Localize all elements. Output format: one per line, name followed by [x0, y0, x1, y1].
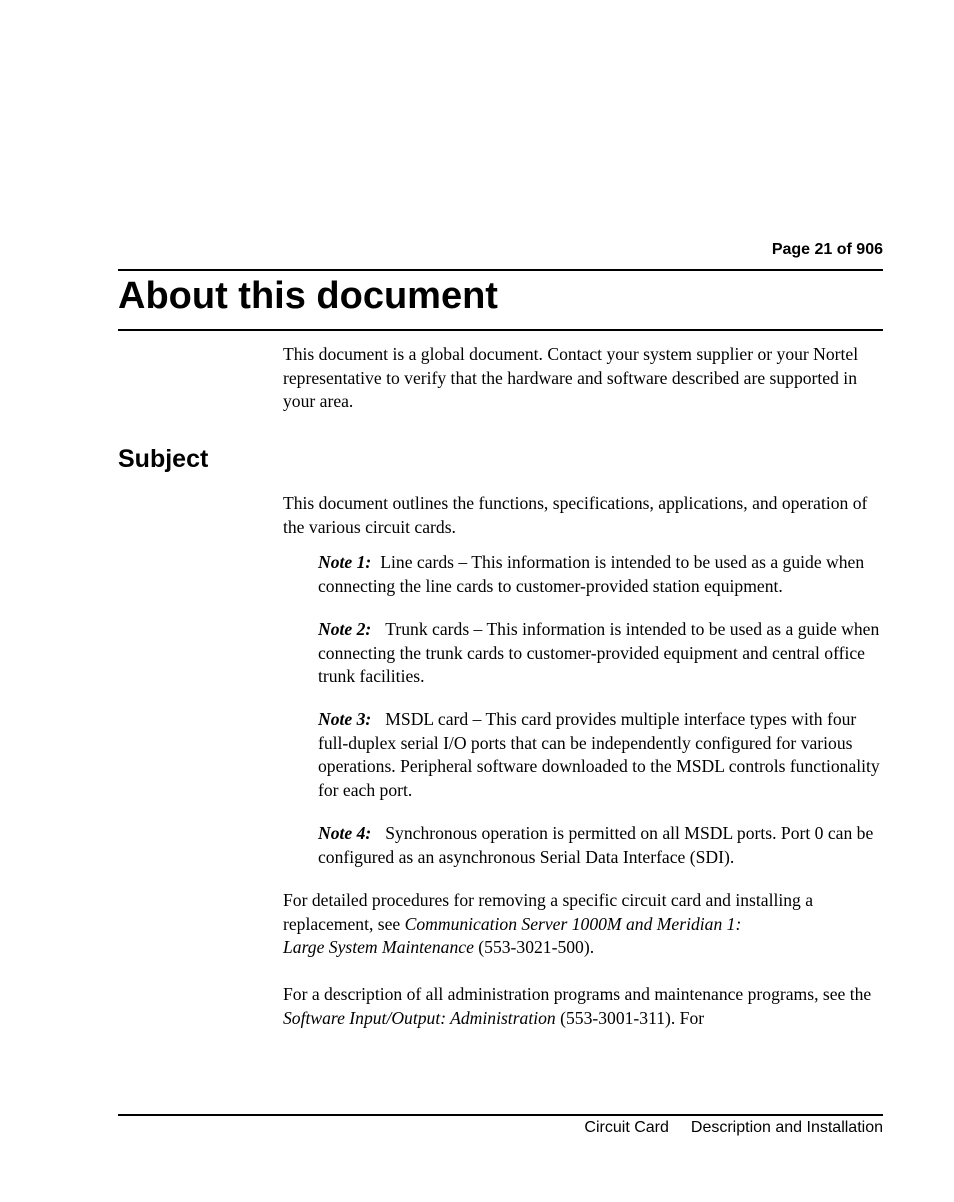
- page-number: Page 21 of 906: [771, 241, 883, 258]
- maintenance-reference-title-2: Large System Maintenance: [283, 937, 474, 958]
- procedures-paragraph: [283, 889, 883, 960]
- note-3-text: MSDL card – This card provides multiple interface types with four full-duplex serial I/O ports that can be independently configured for various operations. Peripheral software downloaded to the MSDL controls functionality for each port.: [318, 709, 880, 800]
- intro-paragraph: This document is a global document. Contact your system supplier or your Nortel representative to verify that the hardware and software described are supported in your area.: [283, 344, 859, 412]
- note-2-label: Note 2:: [318, 619, 372, 639]
- administration-text: For a description of all administration programs and maintenance programs, see the: [283, 984, 872, 1004]
- footer-right: Description and Installation: [690, 1119, 883, 1136]
- section-heading-subject: Subject: [118, 445, 209, 473]
- note-1-text: Line cards – This information is intended to be used as a guide when connecting the line cards to customer-provided station equipment.: [318, 552, 865, 596]
- footer-rule: [118, 1114, 883, 1116]
- maintenance-reference-title-1: Communication Server 1000M and Meridian 1:: [404, 913, 742, 934]
- note-2: [318, 618, 884, 689]
- administration-paragraph: [283, 983, 883, 1030]
- note-1: [318, 551, 884, 598]
- procedures-text: For detailed procedures for removing a specific circuit card and installing a replacement, see: [283, 890, 814, 934]
- footer: [584, 1118, 883, 1138]
- note-3-label: Note 3:: [318, 709, 372, 729]
- footer-left: Circuit Card: [584, 1119, 669, 1136]
- note-1-label: Note 1:: [318, 552, 372, 572]
- note-2-text: Trunk cards – This information is intended to be used as a guide when connecting the trunk cards to customer-provided equipment and central office trunk facilities.: [318, 619, 880, 687]
- maintenance-reference-number: (553-3021-500).: [473, 937, 595, 958]
- note-4-label: Note 4:: [318, 823, 372, 843]
- note-3: [318, 708, 884, 802]
- administration-reference-title: Software Input/Output: Administration: [283, 1007, 556, 1028]
- title-rule: [118, 329, 883, 331]
- subject-paragraph: This document outlines the functions, specifications, applications, and operation of the various circuit cards.: [283, 493, 868, 537]
- note-4-text: Synchronous operation is permitted on all MSDL ports. Port 0 can be configured as an asynchronous Serial Data Interface (SDI).: [318, 823, 874, 867]
- page-title: About this document: [118, 275, 498, 317]
- note-4: [318, 822, 884, 869]
- administration-reference-number: (553-3001-311). For: [555, 1007, 705, 1028]
